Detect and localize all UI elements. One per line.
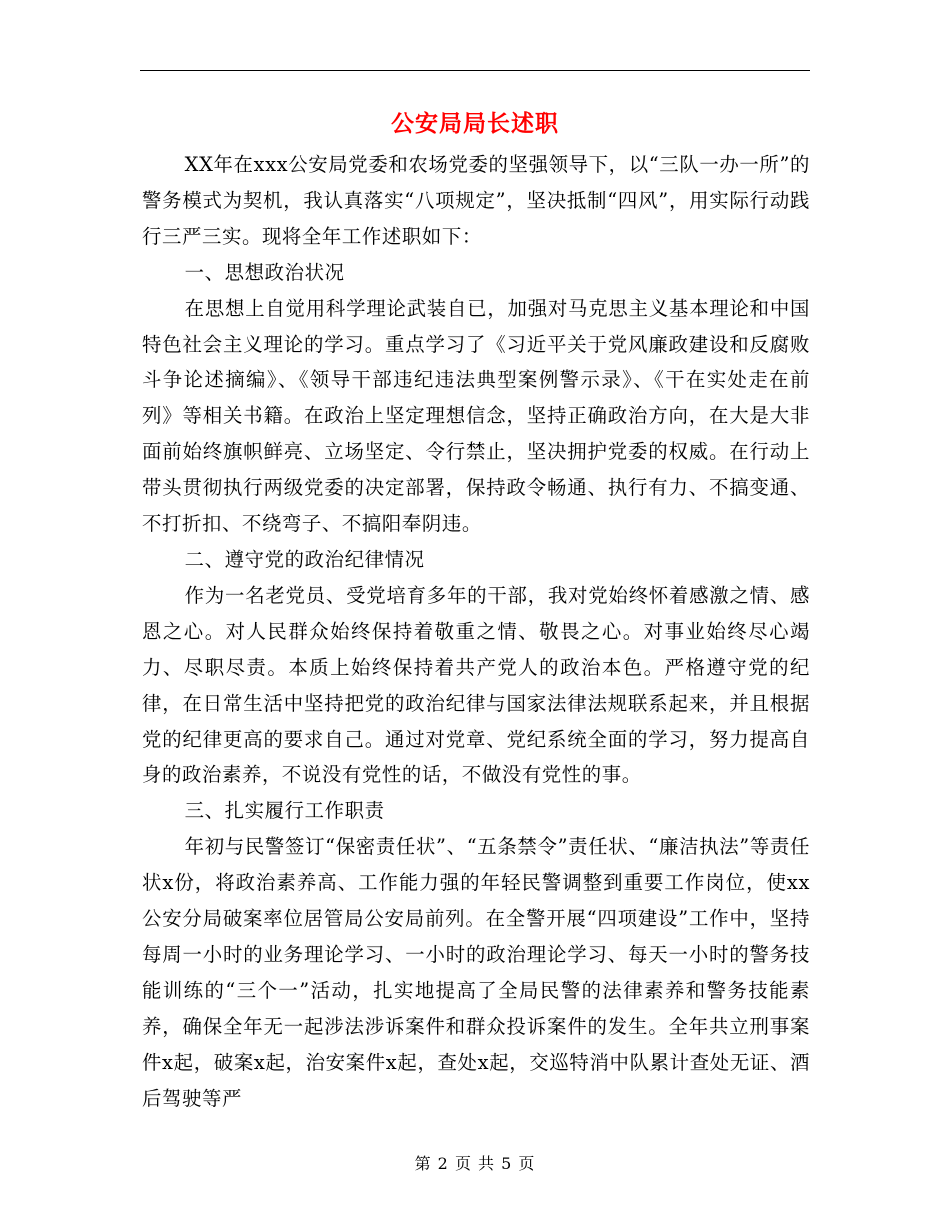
- section-heading-ideology: 一、思想政治状况: [184, 260, 345, 284]
- section-heading-duties: 三、扎实履行工作职责: [184, 799, 385, 823]
- page-number: 第 2 页 共 5 页: [414, 1154, 536, 1173]
- header-rule: [140, 70, 810, 71]
- discipline-paragraph: 作为一名老党员、受党培育多年的干部，我对党始终怀着感激之情、感恩之心。对人民群众始终保持着敬重之情、敬畏之心。对事业始终尽心竭力、尽职尽责。本质上始终保持着共产党人的政治本色。严格遵守党的纪律，在日常生活中坚持把党的政治纪律与国家法律法规联系起来，并且根据党的纪律更高的要求自己。通过对党章、党纪系统全面的学习，努力提高自身的政治素养，不说没有党性的话，不做没有党性的事。: [142, 583, 810, 787]
- document-title: 公安局局长述职: [391, 110, 559, 137]
- intro-paragraph: XX年在xxx公安局党委和农场党委的坚强领导下，以“三队一办一所”的警务模式为契机，我认真落实“八项规定”，坚决抵制“四风”，用实际行动践行三严三实。现将全年工作述职如下：: [142, 153, 810, 248]
- section-heading-discipline: 二、遵守党的政治纪律情况: [184, 547, 425, 571]
- ideology-paragraph: 在思想上自觉用科学理论武装自已，加强对马克思主义基本理论和中国特色社会主义理论的学习。重点学习了《习近平关于党风廉政建设和反腐败斗争论述摘编》、《领导干部违纪违法典型案例警示录》、《干在实处走在前列》等相关书籍。在政治上坚定理想信念，坚持正确政治方向，在大是大非面前始终旗帜鲜亮、立场坚定、令行禁止，坚决拥护党委的权威。在行动上带头贯彻执行两级党委的决定部署，保持政令畅通、执行有力、不搞变通、不打折扣、不绕弯子、不搞阳奉阴违。: [142, 296, 810, 536]
- document-body: [142, 147, 810, 1116]
- duties-paragraph: 年初与民警签订“保密责任状”、“五条禁令”责任状、“廉洁执法”等责任状x份，将政治素养高、工作能力强的年轻民警调整到重要工作岗位，使xx公安分局破案率位居管局公安局前列。在全警开展“四项建设”工作中，坚持每周一小时的业务理论学习、一小时的政治理论学习、每天一小时的警务技能训练的“三个一”活动，扎实地提高了全局民警的法律素养和警务技能素养，确保全年无一起涉法涉诉案件和群众投诉案件的发生。全年共立刑事案件x起，破案x起，治安案件x起，查处x起，交巡特消中队累计查处无证、酒后驾驶等严: [142, 835, 810, 1110]
